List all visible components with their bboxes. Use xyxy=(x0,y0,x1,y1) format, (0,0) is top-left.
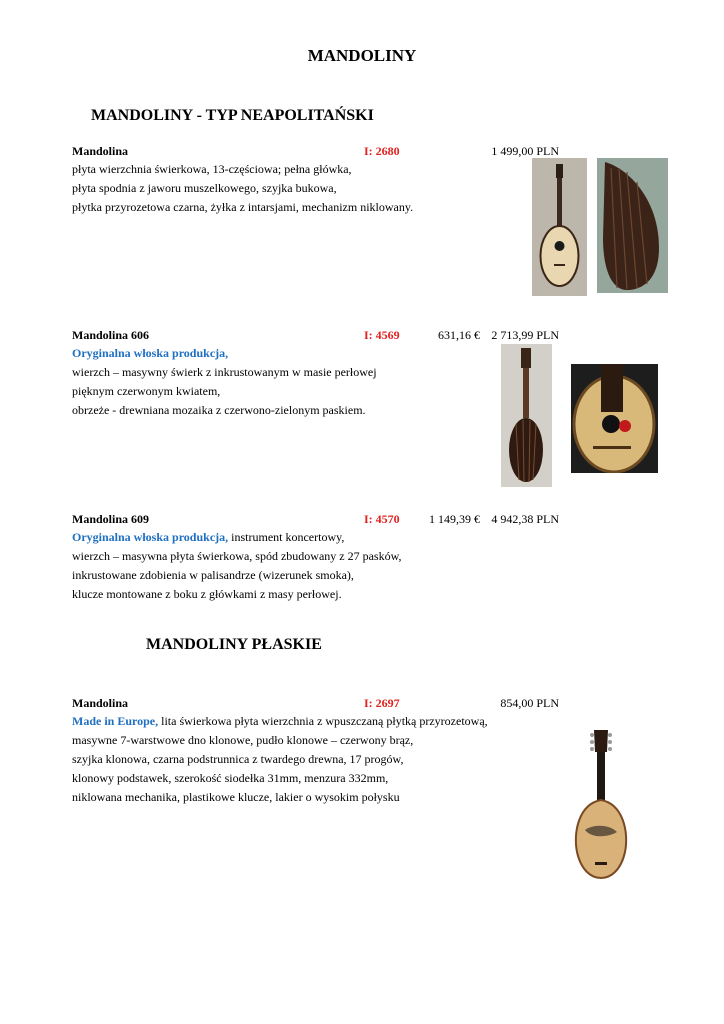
product-name: Mandolina 609 xyxy=(72,512,150,526)
mandolin-back-photo xyxy=(597,158,668,293)
description-line: płytka przyrozetowa czarna, żyłka z intarsjami, mechanizm niklowany. xyxy=(72,200,414,214)
description-line xyxy=(72,528,344,547)
product-code: I: 2697 xyxy=(364,696,400,710)
origin-highlight: Made in Europe, xyxy=(72,714,159,728)
product-code: I: 4569 xyxy=(364,328,400,342)
mandolin-top-detail-photo xyxy=(571,364,658,473)
product-code: I: 4570 xyxy=(364,512,400,526)
flat-mandolin-photo xyxy=(571,728,633,880)
description-line: płyta spodnia z jaworu muszelkowego, szyjka bukowa, xyxy=(72,181,337,195)
description-line: inkrustowane zdobienia w palisandrze (wizerunek smoka), xyxy=(72,568,354,582)
description-line: niklowana mechanika, plastikowe klucze, lakier o wysokim połysku xyxy=(72,790,400,804)
mandolin-front-photo xyxy=(532,158,587,296)
mandolin-back-photo xyxy=(501,344,552,487)
price-pln: 854,00 PLN xyxy=(500,696,559,710)
description-line: wierzch – masywna płyta świerkowa, spód zbudowany z 27 pasków, xyxy=(72,549,402,563)
description-line-rest: instrument koncertowy, xyxy=(228,530,345,544)
price-pln: 2 713,99 PLN xyxy=(491,328,559,342)
description-line: pięknym czerwonym kwiatem, xyxy=(72,384,221,398)
origin-highlight: Oryginalna włoska produkcja, xyxy=(72,346,229,360)
description-line xyxy=(72,712,488,731)
product-name: Mandolina xyxy=(72,144,129,158)
price-eur: 631,16 € xyxy=(438,328,480,342)
description-line-rest: lita świerkowa płyta wierzchnia z wpuszczaną płytką przyrozetową, xyxy=(158,714,488,728)
product-name: Mandolina 606 xyxy=(72,328,150,342)
description-line: szyjka klonowa, czarna podstrunnica z twardego drewna, 17 progów, xyxy=(72,752,404,766)
price-pln: 4 942,38 PLN xyxy=(491,512,559,526)
description-line: masywne 7-warstwowe dno klonowe, pudło klonowe – czerwony brąz, xyxy=(72,733,414,747)
description-line: klonowy podstawek, szerokość siodełka 31mm, menzura 332mm, xyxy=(72,771,389,785)
section-heading-flat: MANDOLINY PŁASKIE xyxy=(146,636,322,653)
section-heading-neapolitan: MANDOLINY - TYP NEAPOLITAŃSKI xyxy=(91,107,374,124)
price-eur: 1 149,39 € xyxy=(429,512,480,526)
description-line: klucze montowane z boku z główkami z masy perłowej. xyxy=(72,587,342,601)
product-name: Mandolina xyxy=(72,696,129,710)
product-code: I: 2680 xyxy=(364,144,400,158)
page-title: MANDOLINY xyxy=(307,46,417,65)
price-pln: 1 499,00 PLN xyxy=(491,144,559,158)
description-line: obrzeże - drewniana mozaika z czerwono-zielonym paskiem. xyxy=(72,403,366,417)
description-line: wierzch – masywny świerk z inkrustowanym w masie perłowej xyxy=(72,365,377,379)
origin-highlight: Oryginalna włoska produkcja, xyxy=(72,530,229,544)
description-line: płyta wierzchnia świerkowa, 13-częściowa; pełna główka, xyxy=(72,162,352,176)
